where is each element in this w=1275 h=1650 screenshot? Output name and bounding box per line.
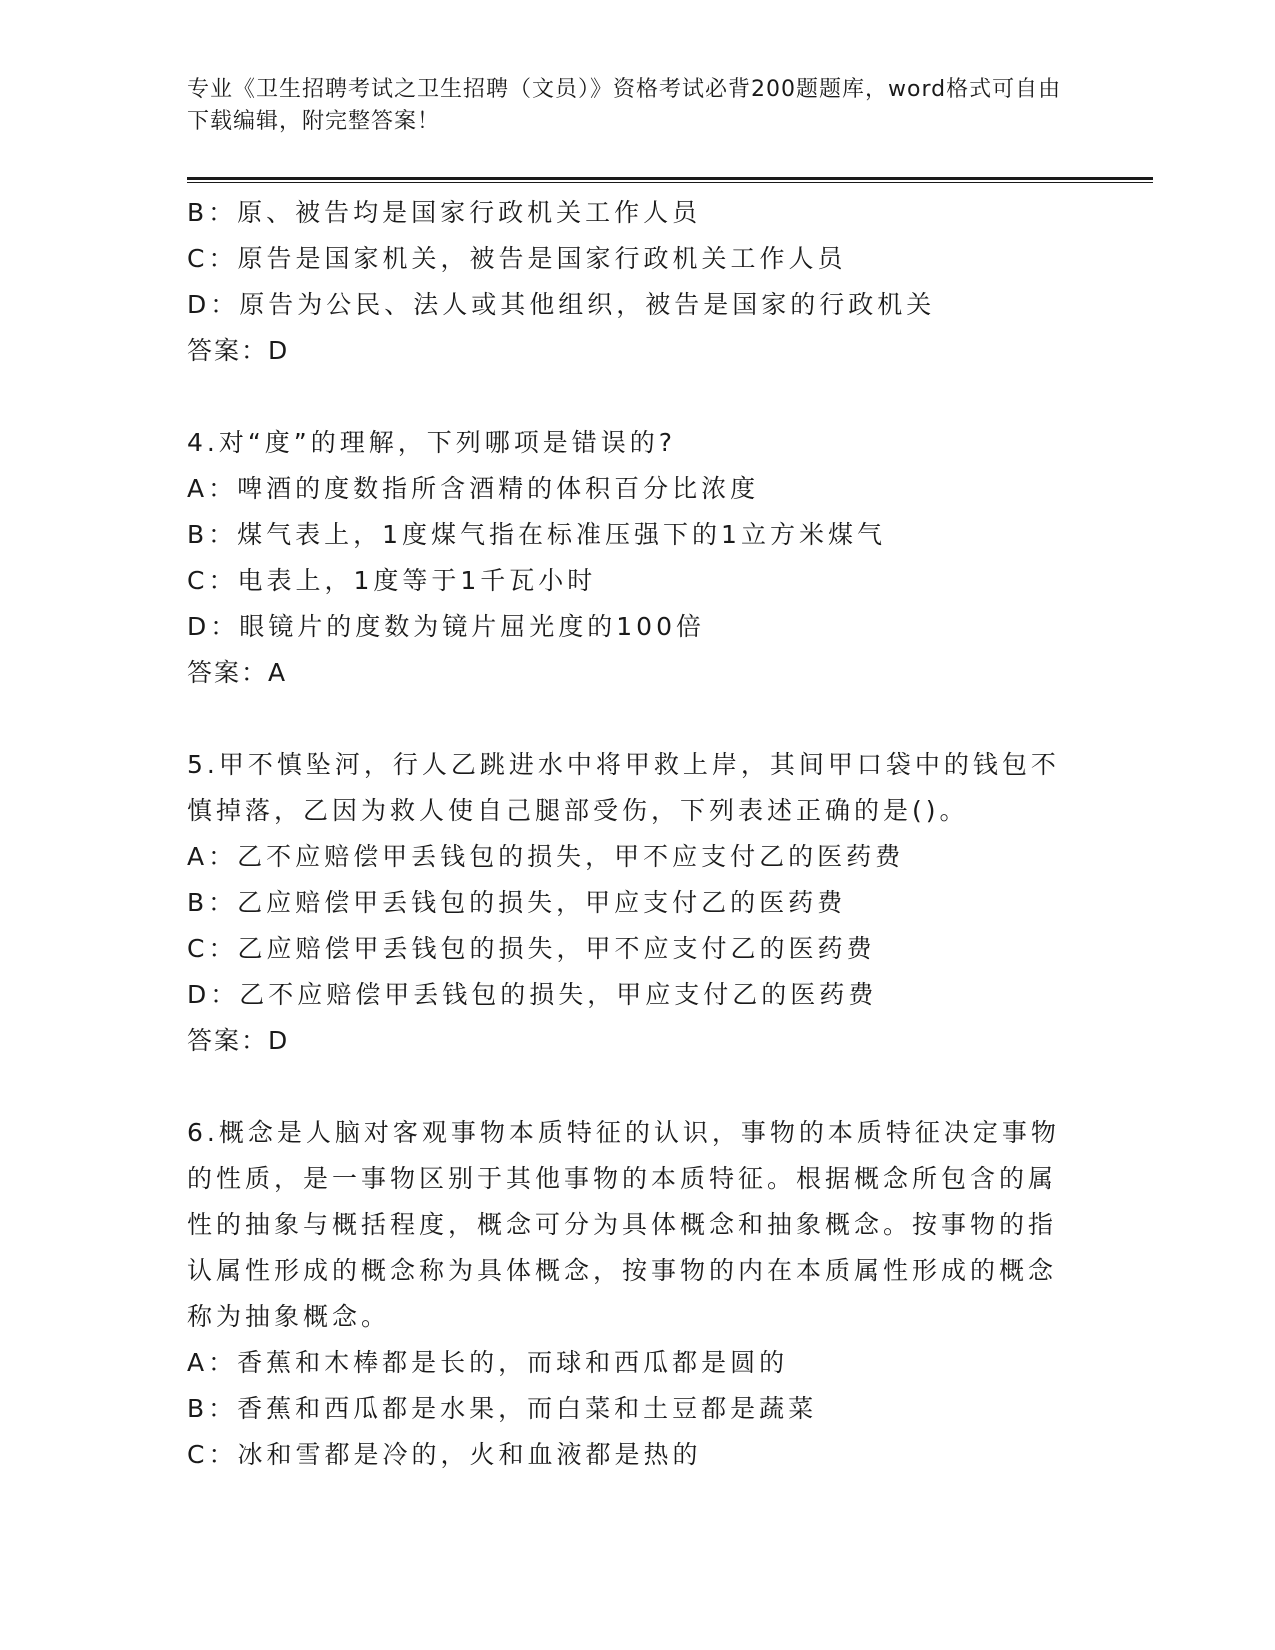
option-c: C：电表上，1度等于1千瓦小时: [187, 566, 597, 595]
question-3: [187, 190, 1067, 374]
option-b: B：乙应赔偿甲丢钱包的损失，甲应支付乙的医药费: [187, 888, 847, 917]
option-a: A：乙不应赔偿甲丢钱包的损失，甲不应支付乙的医药费: [187, 842, 905, 871]
option-b: B：原、被告均是国家行政机关工作人员: [187, 198, 702, 227]
option-a: A：啤酒的度数指所含酒精的体积百分比浓度: [187, 474, 760, 503]
answer: 答案：D: [187, 1026, 290, 1055]
header-divider-thin: [187, 182, 1153, 183]
option-b: B：香蕉和西瓜都是水果，而白菜和土豆都是蔬菜: [187, 1394, 818, 1423]
answer: 答案：D: [187, 336, 290, 365]
option-d: D：眼镜片的度数为镜片屈光度的100倍: [187, 612, 705, 641]
question-stem: 5.甲不慎坠河，行人乙跳进水中将甲救上岸，其间甲口袋中的钱包不慎掉落，乙因为救人使自己腿部受伤，下列表述正确的是()。: [187, 750, 1060, 825]
page-header: 专业《卫生招聘考试之卫生招聘（文员）》资格考试必背200题题库，word格式可自由下载编辑，附完整答案！: [187, 77, 1062, 134]
option-d: D：原告为公民、法人或其他组织，被告是国家的行政机关: [187, 290, 936, 319]
option-b: B：煤气表上，1度煤气指在标准压强下的1立方米煤气: [187, 520, 886, 549]
option-c: C：原告是国家机关，被告是国家行政机关工作人员: [187, 244, 847, 273]
answer: 答案：A: [187, 658, 288, 687]
option-c: C：冰和雪都是冷的，火和血液都是热的: [187, 1440, 702, 1469]
question-5: [187, 742, 1067, 1064]
question-content: [187, 190, 1067, 1478]
option-a: A：香蕉和木棒都是长的，而球和西瓜都是圆的: [187, 1348, 789, 1377]
question-stem: 4.对“度”的理解，下列哪项是错误的?: [187, 428, 677, 457]
option-c: C：乙应赔偿甲丢钱包的损失，甲不应支付乙的医药费: [187, 934, 876, 963]
question-6: [187, 1110, 1067, 1478]
option-d: D：乙不应赔偿甲丢钱包的损失，甲应支付乙的医药费: [187, 980, 878, 1009]
header-divider-thick: [187, 177, 1153, 180]
question-4: [187, 420, 1067, 696]
question-stem: 6.概念是人脑对客观事物本质特征的认识，事物的本质特征决定事物的性质，是一事物区别于其他事物的本质特征。根据概念所包含的属性的抽象与概括程度，概念可分为具体概念和抽象概念。按事物的指认属性形成的概念称为具体概念，按事物的内在本质属性形成的概念称为抽象概念。: [187, 1118, 1060, 1331]
